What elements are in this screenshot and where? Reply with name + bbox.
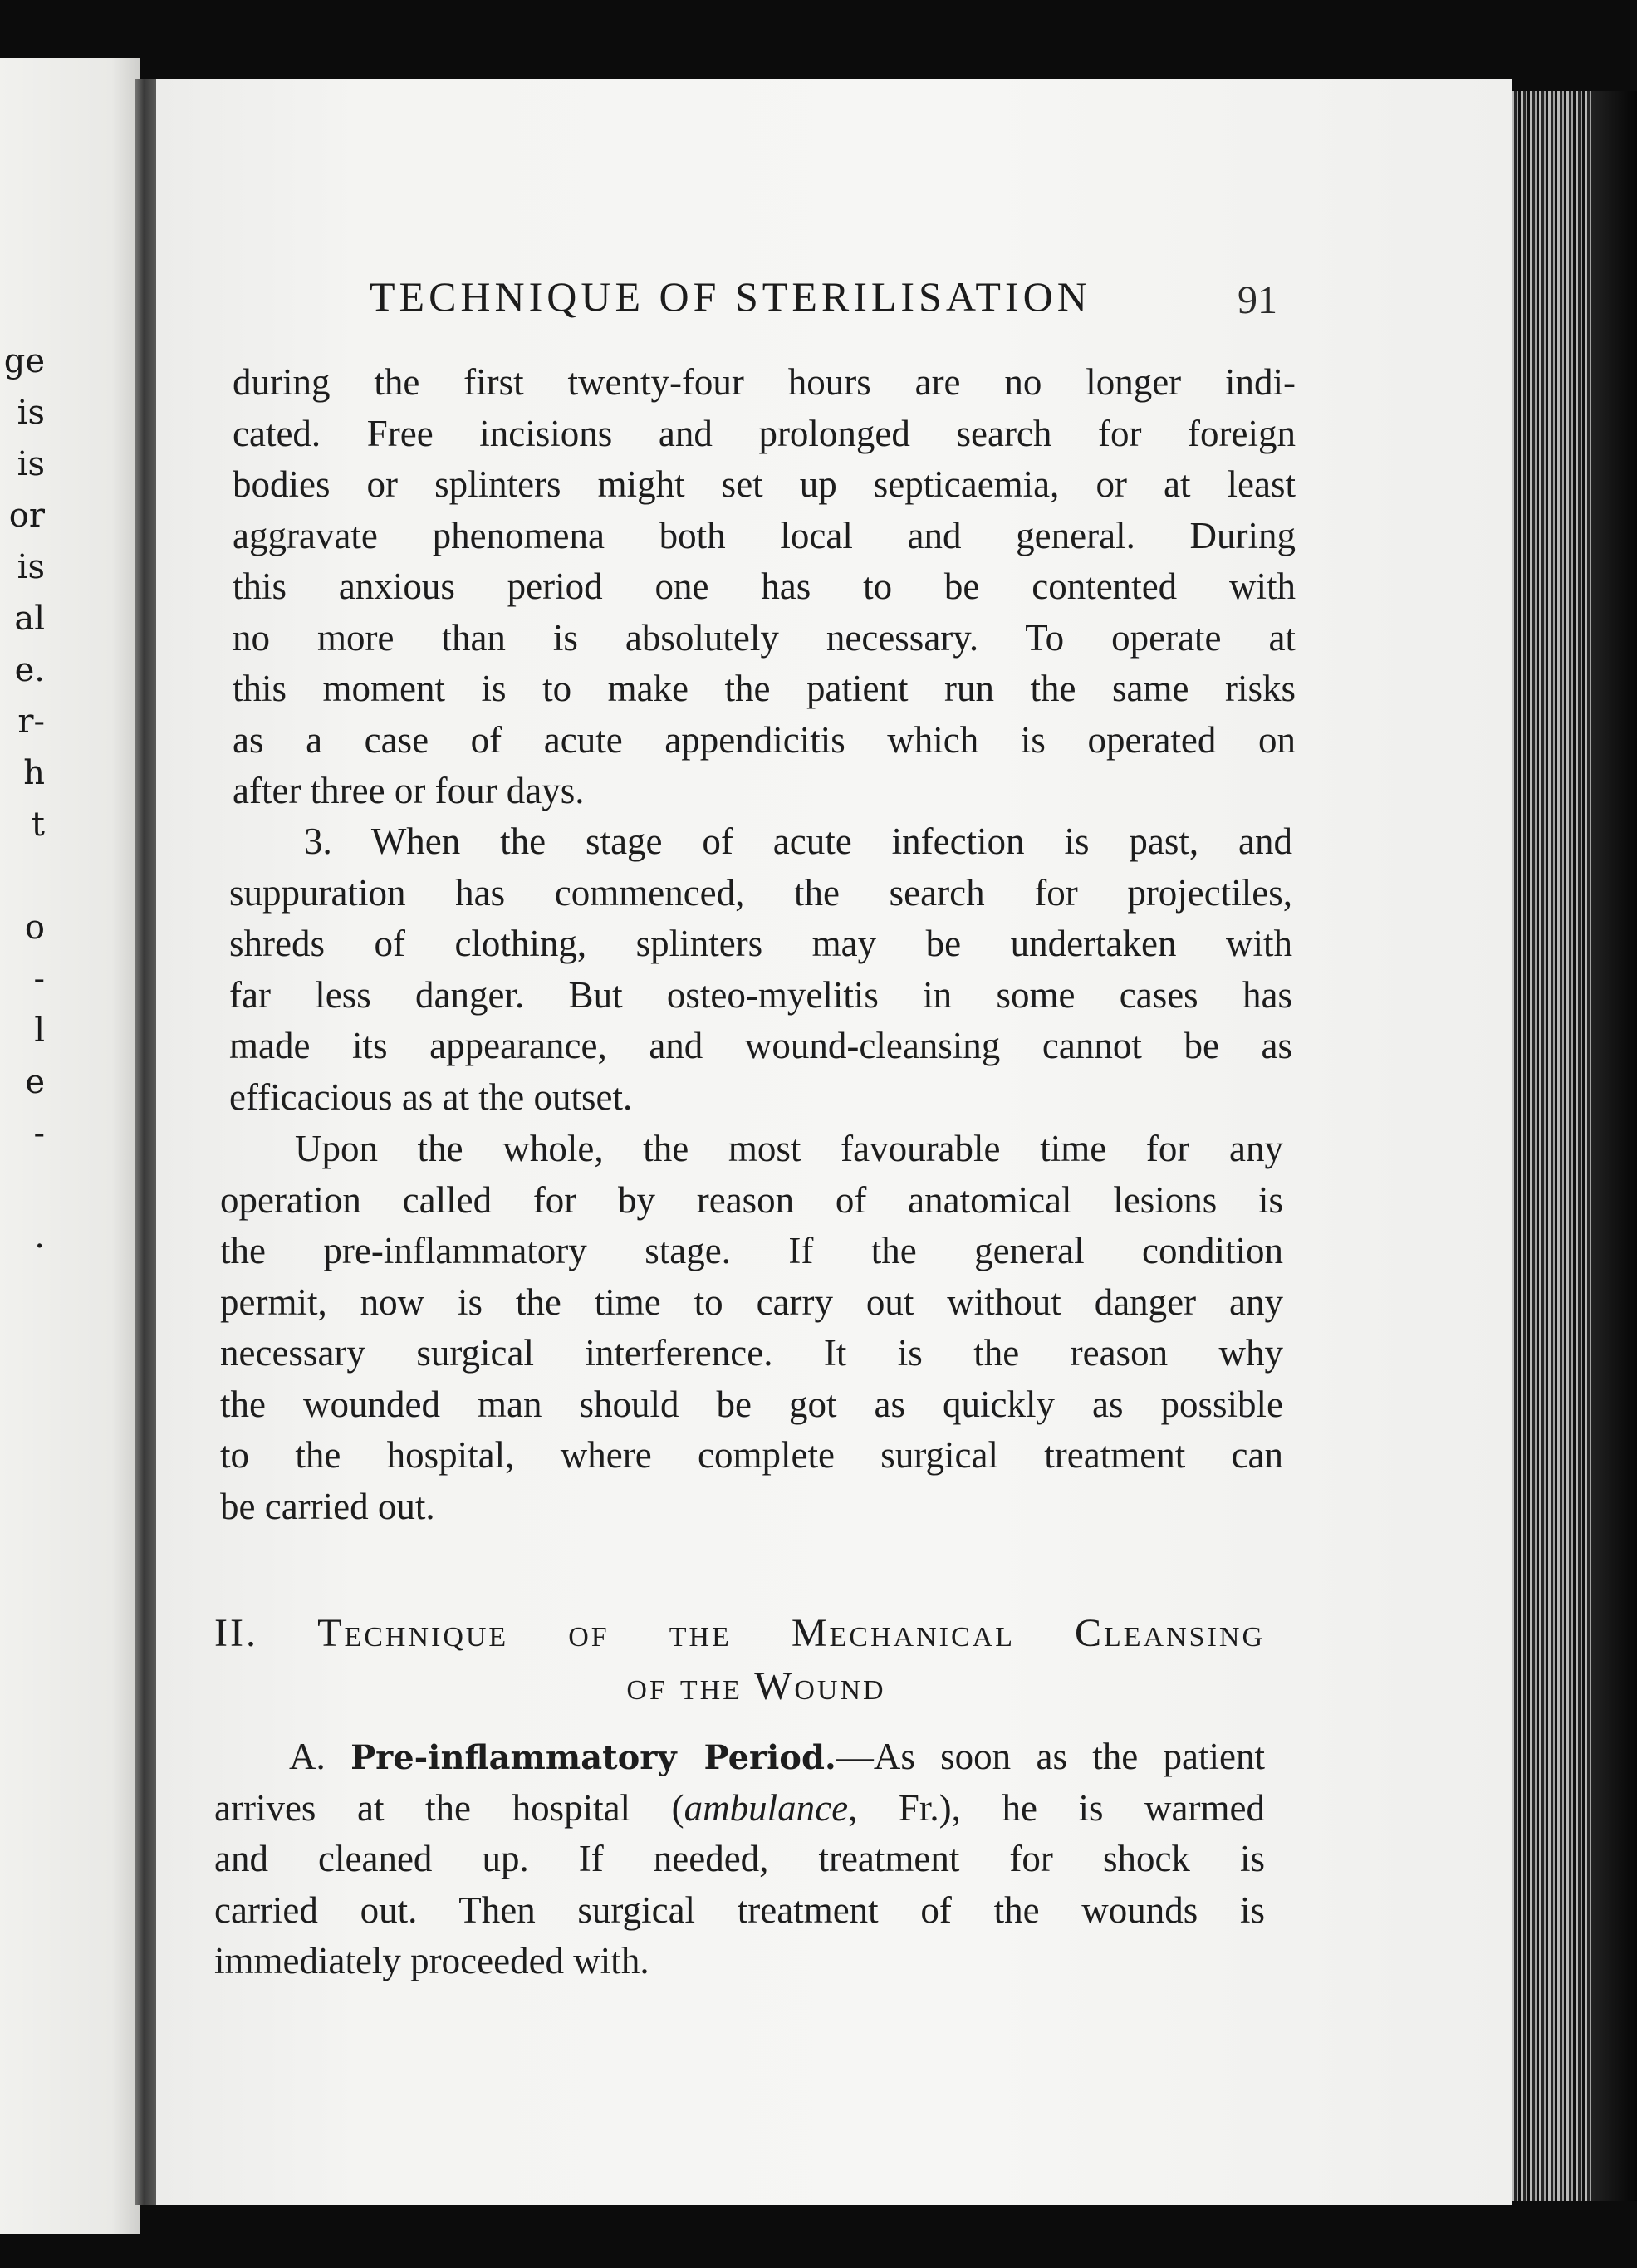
left-fragment (0, 1262, 50, 1314)
left-fragment (0, 1159, 50, 1211)
text-line: after three or four days. (233, 770, 585, 811)
text-line: the pre-inflammatory stage. If the general condition (220, 1230, 1283, 1271)
text-line: during the first twenty-four hours are no longer indi- (233, 361, 1296, 403)
text-line: necessary surgical interference. It is the reason why (220, 1332, 1283, 1374)
left-page-text-fragments (0, 336, 50, 1314)
left-fragment (0, 850, 50, 902)
page-number: 91 (1238, 278, 1277, 322)
left-fragment: - (33, 960, 45, 998)
text-line: this anxious period one has to be contented with (233, 566, 1296, 607)
left-fragment: is (17, 445, 45, 483)
left-fragment: r- (17, 703, 45, 741)
text-line: operation called for by reason of anatomical lesions is (220, 1178, 1283, 1221)
left-fragment: or (8, 497, 45, 535)
left-fragment: e (25, 1063, 45, 1101)
text-line: as a case of acute appendicitis which is operated on (233, 718, 1296, 761)
text-line: the wounded man should be got as quickly as possible (220, 1383, 1283, 1425)
text-line: be carried out. (220, 1485, 435, 1527)
text-run: —As soon as the patient (836, 1736, 1265, 1777)
text-line: shreds of clothing, splinters may be undertaken with (229, 923, 1292, 964)
text-run: , Fr.), he is warmed (848, 1786, 1265, 1829)
text-line: aggravate phenomena both local and general. During (233, 514, 1296, 556)
left-fragment: . (34, 1217, 45, 1256)
subsection-title: Pre-inflammatory Period. (350, 1738, 836, 1777)
text-line: suppuration has commenced, the search for projectiles, (229, 871, 1292, 914)
text-line: permit, now is the time to carry out without danger any (220, 1281, 1283, 1323)
text-line: immediately proceeded with. (214, 1940, 649, 1981)
page-edges-shadow (1591, 91, 1637, 2201)
paragraph-summary (220, 1124, 1283, 1532)
left-fragment: - (33, 1114, 45, 1153)
book-gutter (135, 79, 158, 2205)
italic-term: ambulance (684, 1786, 849, 1829)
text-run: arrives at the hospital ( (214, 1786, 684, 1829)
running-title: TECHNIQUE OF STERILISATION (370, 273, 1091, 320)
text-line (214, 1783, 1265, 1834)
text-line (214, 1732, 1265, 1783)
text-line: bodies or splinters might set up septicaemia, or at least (233, 463, 1296, 505)
page-edges (1512, 91, 1591, 2201)
left-fragment: al (14, 600, 45, 638)
text-line: to the hospital, where complete surgical treatment can (220, 1434, 1283, 1476)
section-heading (214, 1607, 1265, 1713)
subsection-paragraph (214, 1732, 1265, 1987)
text-line: and cleaned up. If needed, treatment for shock is (214, 1838, 1265, 1879)
text-line: far less danger. But osteo-myelitis in some cases has (229, 973, 1292, 1016)
left-fragment: o (24, 909, 45, 947)
left-fragment: t (31, 806, 45, 844)
text-line: no more than is absolutely necessary. To operate at (233, 616, 1296, 659)
left-fragment: l (34, 1012, 45, 1050)
left-fragment: is (17, 548, 45, 586)
paragraph-3 (229, 816, 1292, 1123)
paragraph-continued (233, 357, 1296, 817)
text-line: Upon the whole, the most favourable time for any (295, 1128, 1283, 1169)
text-line: carried out. Then surgical treatment of the wounds is (214, 1888, 1265, 1931)
text-line: efficacious as at the outset. (229, 1075, 633, 1118)
section-heading-line: II. Technique of the Mechanical Cleansing (214, 1611, 1265, 1655)
text-line: this moment is to make the patient run the same risks (233, 668, 1296, 709)
left-fragment: ge (3, 342, 45, 380)
text-line: cated. Free incisions and prolonged search for foreign (233, 412, 1296, 454)
left-fragment: is (17, 394, 45, 432)
left-fragment: e. (14, 651, 45, 689)
text-line: 3. When the stage of acute infection is past, and (304, 820, 1292, 862)
text-line: made its appearance, and wound-cleansing cannot be as (229, 1025, 1292, 1066)
subsection-label: A. (289, 1736, 326, 1777)
left-fragment: h (23, 754, 45, 792)
section-heading-line: of the Wound (626, 1664, 886, 1708)
